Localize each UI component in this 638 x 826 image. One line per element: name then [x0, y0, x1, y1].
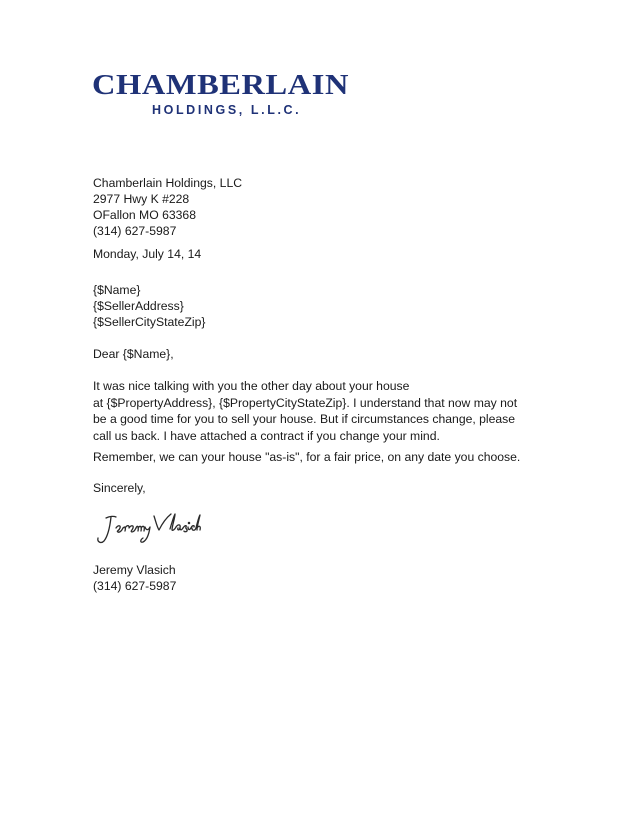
- recipient-address-block: [93, 282, 205, 330]
- salutation: Dear {$Name},: [93, 347, 174, 361]
- logo-main-text: CHAMBERLAIN: [92, 69, 350, 101]
- closing: Sincerely,: [93, 481, 146, 495]
- body-line: call us back. I have attached a contract if you change your mind.: [93, 428, 440, 443]
- recipient-name: {$Name}: [93, 283, 141, 297]
- body-line: It was nice talking with you the other day about your house: [93, 379, 410, 393]
- recipient-city-state-zip: {$SellerCityStateZip}: [93, 315, 206, 329]
- sender-city-state-zip: OFallon MO 63368: [93, 208, 196, 222]
- sender-address-block: [93, 175, 242, 239]
- sender-street: 2977 Hwy K #228: [93, 192, 190, 206]
- logo-sub-text: HOLDINGS, L.L.C.: [152, 103, 302, 117]
- body-paragraph-2: Remember, we can your house "as-is", for a fair price, on any date you choose.: [93, 450, 521, 464]
- body-line: be a good time for you to sell your house. But if circumstances change, please: [93, 412, 516, 426]
- signer-phone: (314) 627-5987: [93, 579, 177, 593]
- letter-date: Monday, July 14, 14: [93, 247, 202, 261]
- body-paragraph-1: [93, 378, 543, 444]
- company-logo: [92, 68, 350, 124]
- handwritten-signature: [92, 506, 202, 550]
- recipient-address: {$SellerAddress}: [93, 299, 184, 313]
- sender-phone: (314) 627-5987: [93, 224, 177, 238]
- signer-block: [93, 562, 176, 594]
- body-line: at {$PropertyAddress}, {$PropertyCityStateZip}. I understand that now may not: [93, 395, 518, 410]
- sender-company: Chamberlain Holdings, LLC: [93, 176, 243, 190]
- signer-name: Jeremy Vlasich: [93, 563, 176, 577]
